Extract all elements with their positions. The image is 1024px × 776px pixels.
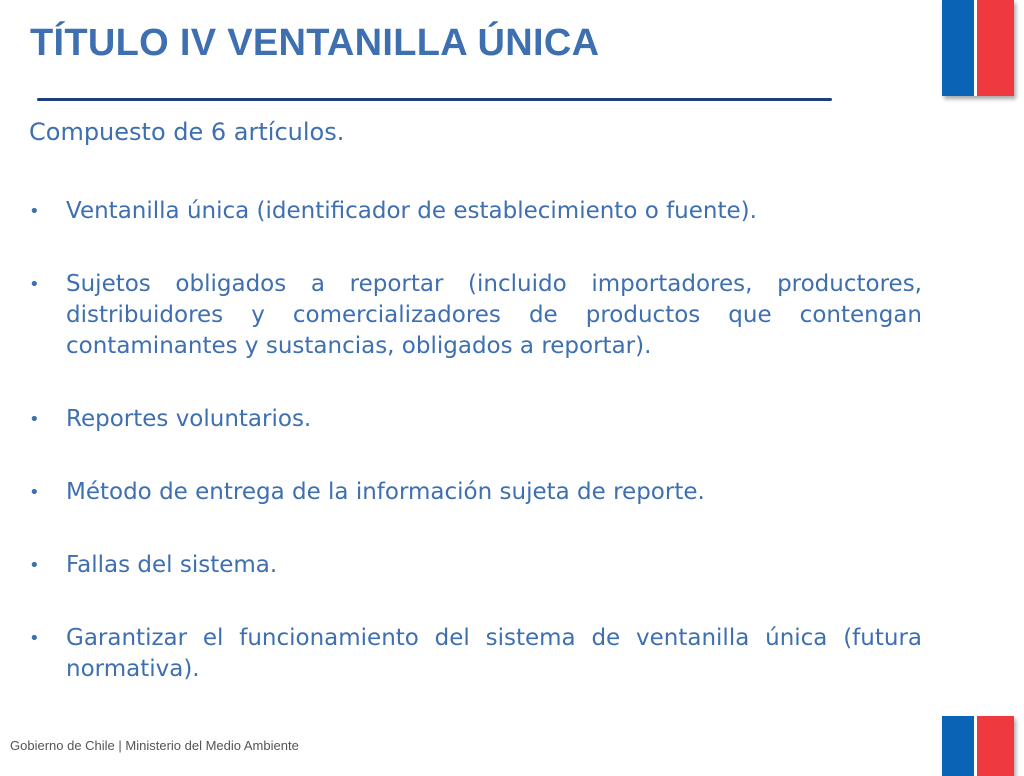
bullet-item [29, 269, 922, 362]
footer-text: Gobierno de Chile | Ministerio del Medio Ambiente [10, 738, 299, 753]
bullet-icon: • [29, 555, 40, 576]
chile-flag-logo-top [942, 0, 1014, 96]
bullet-item [29, 196, 922, 227]
bullet-text: Garantizar el funcionamiento del sistema de ventanilla única (futura normativa). [66, 625, 922, 682]
bullet-text: Sujetos obligados a reportar (incluido importadores, productores, distribuidores y comercializadores de productos que contengan contaminantes y sustancias, obligados a reportar). [66, 271, 922, 359]
bullet-item [29, 404, 922, 435]
intro-text: Compuesto de 6 artículos. [29, 118, 345, 146]
bullet-item [29, 550, 922, 581]
bullet-item [29, 477, 922, 508]
bullet-icon: • [29, 409, 40, 430]
bullet-item [29, 623, 922, 685]
bullet-text: Reportes voluntarios. [66, 406, 312, 432]
bullet-icon: • [29, 628, 40, 649]
slide-title: TÍTULO IV VENTANILLA ÚNICA [30, 22, 600, 64]
bullet-icon: • [29, 201, 40, 222]
bullet-text: Ventanilla única (identificador de establecimiento o fuente). [66, 198, 757, 224]
bullet-text: Método de entrega de la información sujeta de reporte. [66, 479, 705, 505]
title-divider [37, 98, 832, 101]
bullet-icon: • [29, 482, 40, 503]
bullet-list [29, 196, 922, 727]
chile-flag-logo-bottom [942, 716, 1014, 776]
bullet-icon: • [29, 274, 40, 295]
bullet-text: Fallas del sistema. [66, 552, 278, 578]
